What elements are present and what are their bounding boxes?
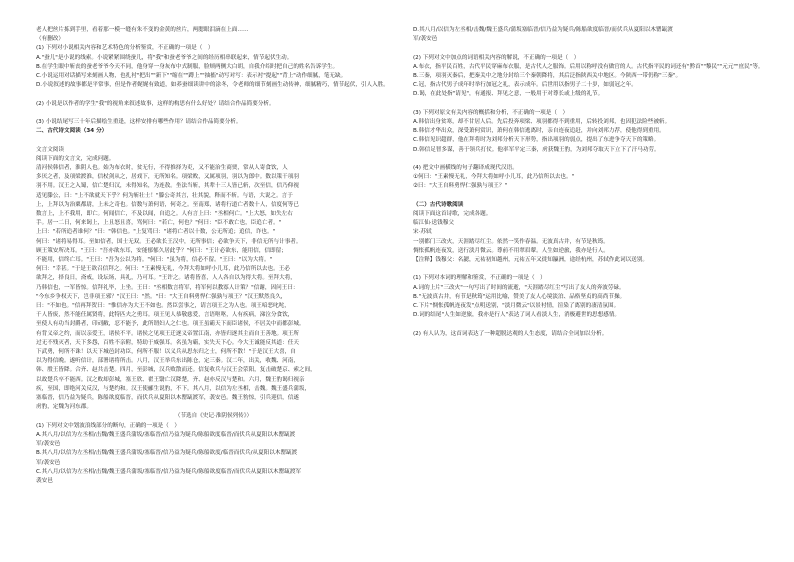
blank-line: [413, 155, 768, 164]
blank-line: [413, 467, 768, 476]
text-line: 上，上拜以为治粟都尉，上未之奇也。信数与萧何语，何奇之。至南郑，诸将行道亡者数十人，信度何等已: [36, 201, 299, 208]
blank-line: [413, 100, 768, 109]
text-line: 袭安邑: [36, 477, 53, 484]
blank-line: [413, 422, 768, 431]
text-line: B.韩信才华出众，深受萧何赏识，萧何在韩信逃离时，亲自连夜追赶，并向刘邦力荐，使他得到重用。: [413, 128, 665, 135]
right-column: [413, 26, 768, 538]
text-line: (2) 小说是以作者的学生"我"的视角来叙述故事，这样的构思有什么好处？请结合作品简要分析。: [36, 100, 275, 107]
text-line: 阅读下面的文言文，完成问题。: [36, 155, 115, 162]
blank-line: [36, 90, 391, 99]
text-line: 千人皆废，然不能任属贤将，此特匹夫之勇耳。项王见人恭敬慈爱，言语呕呕，人有疾病，涕泣分食饮，: [36, 312, 294, 319]
blank-line: [413, 523, 768, 532]
blank-line: [413, 357, 768, 366]
text-line: 清河侯韩信者，淮阴人也。始为布衣时，贫无行，不得推择为吏，又不能治生商贾，常从人寄食饮，人: [36, 165, 288, 171]
text-line: 塞临晋，信乃益为疑兵，陈船欲度临晋，而伏兵从夏阳以木罂缻渡军，袭安邑。魏王豹惊，引兵迎信，信遂: [36, 395, 299, 402]
text-line: 羽不用。汉王之入蜀，信亡楚归汉，未得知名，为连敖。坐法当斩，其辈十三人皆已斩，次至信，信乃仰视: [36, 183, 299, 190]
text-line: （有删改）: [36, 36, 64, 43]
text-line: "今东乡争权天下，岂非项王邪？"汉王曰："然。"曰："大王自料勇悍仁强孰与项王？"汉王默然良久，: [36, 293, 287, 300]
blank-line: [413, 385, 768, 394]
blank-line: [413, 495, 768, 504]
text-line: B.其八月/以信为左丞相/击魏/魏王盛兵蒲坂/塞临晋/信乃益为疑兵/陈船欲度/临晋而伏兵/从夏阳以木罂缻渡: [36, 450, 298, 457]
text-line: （节选自《史记·淮阴侯列传》）: [174, 413, 253, 420]
text-line: 虏豹，定魏为河东郡。: [36, 404, 92, 411]
text-line: C.韩信见识超群，他在拜将时为刘邦分析天下形势，指出项羽的弱点，提出了东进争夺天下的策略。: [413, 137, 660, 144]
text-line: 军/袭安邑: [36, 441, 61, 448]
text-line: 文言文阅读: [36, 146, 64, 153]
text-line: 顾王策安所决耳。"王曰："吾亦欲东耳，安能郁郁久居此乎？"何曰："王计必欲东，能用信，信即留；: [36, 247, 287, 254]
text-line: C.下片"惆怅孤帆连夜发"点明送别，"淡月微云"以景衬情，渲染了离别的凄清氛围。: [413, 303, 620, 310]
text-line: 数言上，上不我用，即亡。何闻信亡，不及以闻，自追之。人有言上曰："丞相何亡。"上大怒，如失左右: [36, 211, 293, 218]
text-line: (2) 有人认为，这首词表达了一种超脱达观的人生态度，请结合全词加以分析。: [413, 330, 608, 337]
text-line: 一别都门三改火，天涯踏尽红尘。依然一笑作春温。无波真古井，有节是秋筠。: [413, 238, 609, 245]
text-line: 过无不残灭者，天下多怨，百姓不亲附，特劫于威强耳。名虽为霸，实失天下心。今大王诚能反其道：任天: [36, 339, 299, 346]
text-line: 何曰："幸甚。"于是王欲召信拜之。何曰："王素慢无礼，今拜大将如呼小儿耳，此乃信所以去也。王必: [36, 266, 290, 273]
left-column: [36, 26, 391, 538]
text-line: D.词的结尾"人生如逆旅，我亦是行人"表达了词人看淡人生，消极避世的思想感情。: [413, 312, 621, 319]
text-line: D.谒，在此处指"请见"，有通报、拜见之意，一般用于对尊长或上级的礼节。: [413, 91, 604, 98]
blank-line: [413, 44, 768, 53]
blank-line: [413, 348, 768, 357]
text-line: B.三秦，项羽灭秦后，把秦关中之地分封给三个秦朝降将，其后泛指陕西关中地区。今陕西一带仍称"三秦"。: [413, 73, 682, 79]
text-line: （二）古代诗歌阅读: [413, 201, 464, 208]
text-line: 至使人有功当封爵者，印刓敝，忍不能予，此所谓妇人之仁也。项王虽霸天下而臣诸侯，不居关中而都彭城。: [36, 321, 305, 328]
text-line: D.小说叙述的故事都是平常事，但是作者娓娓有致道，如养蚕细读讲中的涂冬，令老师的细节刻画生动传神，细腻精巧，情节起伏，引人入胜。: [36, 82, 389, 89]
blank-line: [36, 136, 391, 145]
blank-line: [413, 376, 768, 385]
text-line: 不能用，信终亡耳。"王曰："吾为公以为将。"何曰："虽为将，信必不留。"王曰："以为大将。": [36, 257, 273, 264]
text-line: 以为得信晚。遂听信计，部署诸将所击。八月，汉王举兵东出陈仓，定三秦。汉二年，出关，收魏、河南，: [36, 358, 299, 365]
text-line: 军/袭安邑: [413, 36, 438, 43]
text-line: (3) 小说结尾写三十年后描绘生重逢，这样安排有哪些作用？请结合作品简要分析。: [36, 119, 242, 125]
text-line: ②曰："大王自料勇悍仁强孰与项王？": [413, 183, 508, 190]
text-line: 韩、殷王皆降。合齐、赵共击楚。四月，至彭城，汉兵败散而还。信复收兵与汉王会荥阳，复击破楚京、索之间，: [36, 367, 316, 374]
text-line: C.冠，指古代男子成年时举行加冠之礼，表示成年。后世用以指男子二十岁，如弱冠之年。: [413, 82, 637, 89]
text-line: 多厌之者，及项梁渡淮，信杖剑从之，居戏下，无所知名。项梁败，又属项羽，羽以为郎中。数以策干项羽: [36, 174, 299, 181]
text-line: 宋·苏轼: [413, 229, 432, 236]
blank-line: [36, 109, 391, 118]
text-line: 何曰："诸将易得耳。至如信者，国士无双。王必欲长王汉中，无所事信；必欲争天下，非信无所与计事者。: [36, 238, 302, 245]
text-line: 以故楚兵卒不能西。汉之败却彭城，塞王欣、翟王翳亡汉降楚，齐、赵亦反汉与楚和。六月，魏王豹谒归视亲: [36, 376, 305, 383]
blank-line: [413, 403, 768, 412]
text-line: 乃韩信也，一军皆惊。信拜礼毕，上坐。王曰："丞相数言将军，将军何以教寡人计策？"信谢，因问王曰：: [36, 284, 299, 291]
text-line: A.词的上片"三改火"一句写出了时间的流逝，"天涯踏尽红尘"写出了友人的奔波劳碌。: [413, 284, 625, 291]
text-line: 手。居一二日，何来谒上，上且怒且喜，骂何曰："若亡，何也？"何曰："臣不敢亡也，臣追亡者。": [36, 220, 282, 227]
text-line: 有背义帝之约，而以亲爱王，诸侯不平。诸侯之见项王迁逐义帝置江南，亦皆归逐其主而自王善地。项王所: [36, 330, 299, 337]
blank-line: [413, 339, 768, 348]
text-line: 欲拜之，择良日，斋戒，设坛场，具礼，乃可耳。"王许之。诸将皆喜，人人各自以为得大将。至拜大将，: [36, 275, 296, 282]
text-line: 临江仙·送钱穆父: [413, 220, 454, 227]
text-line: A.布衣，指平民百姓，古代平民穿麻布衣服，是古代人之服饰。后用以称呼没有做官的人。古代指平民的词还有"黔首""黎民""元元""庶民"等。: [413, 63, 764, 70]
blank-line: [413, 431, 768, 440]
text-line: 上曰："若所追者谁何？"曰："韩信也。"上复骂曰："诸将亡者以十数，公无所追；追信，诈也。": [36, 229, 276, 236]
blank-line: [413, 449, 768, 458]
text-line: (4) 把文中画横线的句子翻译成现代汉语。: [413, 165, 518, 171]
blank-line: [413, 513, 768, 522]
blank-line: [413, 440, 768, 449]
blank-line: [413, 366, 768, 375]
blank-line: [413, 504, 768, 513]
blank-line: [413, 192, 768, 201]
text-line: 阅读下面这首诗歌，完成各题。: [413, 211, 492, 217]
text-line: C.小说运用对话描写来刻画人物，也扎衬"把出""新下""缩在""蹲上""抽搐"动写对写：表示衬"提起""背上"动作细腻，笔无缺。: [36, 73, 347, 80]
text-line: D.韩信足智多谋，善于领兵打仗。他率军平定三秦，虏获魏王豹，为刘邦夺取天下立下了汗马功劳。: [413, 146, 660, 153]
text-line: 曰："不如也。"信再拜贺曰："惟信亦为大王不如也。然臣尝事之，请言项王之为人也。项王喑恶叱咤，: [36, 303, 290, 310]
text-line: C.其八月/以信为左丞相/击魏/魏王盛兵蒲坂/塞临晋/信乃益为疑兵/陈船欲度临晋/而伏兵从夏阳以木罂缻渡军: [36, 468, 302, 475]
text-line: B."无波真古井，有节是秋筠"运用比喻，赞美了友人心境淡泊、品格坚贞的高尚节操。: [413, 293, 626, 300]
blank-line: [413, 412, 768, 421]
text-line: (1) 下列对文中划波浪线部分的断句，正确的一项是（ ）: [36, 422, 180, 429]
blank-line: [413, 458, 768, 467]
text-line: 适见滕公，曰："上不欲就天下乎？何为斩壮士！"滕公奇其言，壮其貌，释而不斩。与语，大说之。言于: [36, 192, 293, 199]
text-line: 【注释】钱穆父：名勰，元祐初知越州，元祐五年又徙知瀛洲，途经杭州，苏轼作此词以送别。: [413, 257, 648, 264]
text-line: (1) 下列对本词的理解和鉴赏，不正确的一项是（ ）: [413, 275, 546, 282]
text-line: (1) 下列对小说相关内容和艺术特色的分析鉴赏，不正确的一项是（ ）: [36, 45, 214, 52]
text-line: (3) 下列对原文有关内容的概括和分析，不正确的一项是（ ）: [413, 109, 569, 116]
text-line: B.在学生眼中斩丧的蚕老爷爷今天不同，他身穿一身灰布中式制服，脸颊两侧大白胡，自我介绍时把自己的姓名告诉学生。: [36, 63, 339, 70]
text-line: A."蚕儿"是小说的线索。小说紧紧围绕蚕儿，将"我"和蚕老爷爷之间的经历相串联起来，情节起伏生动。: [36, 54, 293, 61]
text-line: D.其八月/以信为左丞相/击魏/魏王盛兵/蒲坂塞临晋/信乃益为疑兵/陈船欲度临晋/而伏兵从夏阳以木罂缻渡: [413, 27, 673, 33]
text-line: 疾，至国，即绝河关反汉，与楚约和。汉王使郦生说豹，不下。其八月，以信为左丞相，击魏。魏王盛兵蒲坂，: [36, 385, 311, 392]
blank-line: [413, 486, 768, 495]
text-line: A.韩信出身贫寒，却不甘居人后。先后投奔项梁、项羽都得不到重用，后转投刘邦，也因犯法险些被斩。: [413, 119, 671, 125]
text-line: 下武勇，何所不诛！以天下城邑封功臣，何所不服！以义兵从思东归之士，何所不散！"于是汉王大喜，自: [36, 349, 296, 356]
blank-line: [413, 394, 768, 403]
text-line: 军/袭安邑: [36, 459, 61, 466]
blank-line: [413, 265, 768, 274]
text-line: 老人把丝片拣到手里，看着那一模一缝有朱不变的金黄的丝片，两腮眼泪滴在上面……: [36, 27, 249, 33]
text-line: 二、古代诗文阅读（34 分）: [36, 128, 108, 135]
blank-line: [413, 320, 768, 329]
text-line: (2) 下列对文中加点的词语相关内容的解说，不正确的一项是（ ）: [413, 54, 580, 61]
blank-line: [413, 477, 768, 486]
text-line: 惆怅孤帆连夜发，送行淡月微云。尊前不用翠眉颦。人生如逆旅，我亦是行人。: [413, 247, 609, 254]
text-line: ①何曰："王素慢无礼，今拜大将如呼小儿耳，此乃信所以去也。": [413, 174, 575, 181]
text-line: A.其八月/以信为左丞相/击魏/魏王盛兵蒲坂/塞临晋/信乃益为疑兵/陈船欲度临晋/而伏兵从夏阳以木罂缻渡: [36, 431, 296, 438]
